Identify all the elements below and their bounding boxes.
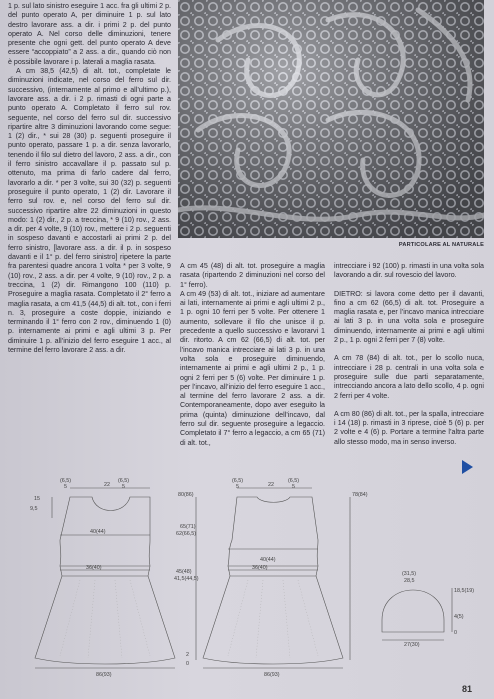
front-hem-width: 86(93) xyxy=(96,672,112,678)
paragraph: A cm 78 (84) di alt. tot., per lo scollo nuca, intrecciare i 28 p. centrali in una volta sola e proseguire sulle due parti separatamente, intrecciando ancora a lato dello scollo, 4 p. ogni 2 ferri per 4 volte. xyxy=(334,354,484,400)
back-height-2: 2 xyxy=(186,652,189,658)
back-top-mid-label: 22 xyxy=(268,482,274,488)
paragraph: A cm 80 (86) di alt. tot., per la spalla, intrecciare i 14 (18) p. rimasti in 3 riprese, cioè 5 (6) p. per 2 volte e 4 (6) p. Portare a termine l’altra parte allo stesso modo, ma in senso inverso. xyxy=(334,409,484,446)
paragraph: A cm 49 (53) di alt. tot., iniziare ad aumentare ai lati, internamente ai primi e agli ultimi 2 p., 1 p. ogni 10 ferri per 5 volte. Per ottenere 1 aumento, sollevare il filo che unisce il p. precedente a quello successivo e lavorarvi 1 dir. ritorto. A cm 62 (66,5) di alt. tot. per l’incavo manica intrecciare ai lati 3 p. in una volta sola e proseguire diminuendo, internamente ai primi e agli ultimi 2 p., 1 p. ogni 2 ferri per 5 (6) volte. Per diminuire 1 p. per l’incavo, all’inizio del ferro eseguire 1 acc., al termine del ferro lavorare 2 ass. a dir. Contemporaneamente, dopo aver eseguito la prima (quinta) diminuzione dell’incavo, dal ferro sul dir. seguente proseguire a legaccio. Completato il 7° ferro a legaccio, a cm 65 (71) di alt. tot., xyxy=(180,289,325,447)
back-dress-outline xyxy=(203,497,343,664)
cap-side-label-2: 4(5) xyxy=(454,614,464,620)
cap-side-label-3: 0 xyxy=(454,630,457,636)
back-height-6266: 62(66,5) xyxy=(176,531,197,537)
front-top-mid-label: 22 xyxy=(104,482,110,488)
back-total-height-left: 80(86) xyxy=(178,492,194,498)
front-height-95: 9,5 xyxy=(30,506,38,512)
cap-outline xyxy=(382,590,444,632)
pattern-diagrams xyxy=(0,470,494,699)
cap-top-label: (31,5) xyxy=(402,571,417,577)
paragraph: DIETRO: si lavora come detto per il davanti, fino a cm 62 (66,5) di alt. tot. Proseguire a maglia rasata e, per l’incavo manica intrecciare ai lati 3 p. in una volta sola e proseguire diminuendo, internamente ai primi e agli ultimi 2 p., 1 p. ogni 2 ferri per 7 (8) volte. xyxy=(334,289,484,345)
back-waist-width: 36(40) xyxy=(252,565,268,571)
photo-caption: PARTICOLARE AL NATURALE xyxy=(398,242,484,248)
instructions-right-column xyxy=(334,262,484,447)
front-top-right-label-2: 5 xyxy=(122,484,125,490)
lace-pattern-image xyxy=(178,0,484,238)
instructions-middle-column xyxy=(180,262,325,448)
page-number: 81 xyxy=(462,684,473,694)
paragraph: 1 p. sul lato sinistro eseguire 1 acc. fra gli ultimi 2 p. del punto operato A, per diminuire 1 p. sul lato destro lavorare ass. a dir. i primi 2 p. del punto operato A. Nel corso delle diminuzioni, tenere presente che ogni gett. del punto operato A deve essere “accoppiato” a 2 ass. a dir., quando ciò non è possibile lavorare i p. laterali a maglia rasata. xyxy=(8,2,171,66)
back-hem-width: 86(93) xyxy=(264,672,280,678)
instructions-left-column xyxy=(8,2,171,355)
cap-side-label: 18,5(19) xyxy=(454,588,475,594)
front-top-left-label: (6,5) xyxy=(60,478,72,484)
detail-photo xyxy=(178,0,484,238)
front-waist-width: 36(40) xyxy=(86,565,102,571)
front-chest-width: 40(44) xyxy=(90,529,106,535)
front-top-left-label-2: 5 xyxy=(64,484,67,490)
front-top-right-label: (6,5) xyxy=(118,478,130,484)
back-top-right-label: (6,5) xyxy=(288,478,300,484)
back-top-left-label: (6,5) xyxy=(232,478,244,484)
front-dress-outline xyxy=(35,497,175,664)
back-height-4548: 45(48) xyxy=(176,569,192,575)
paragraph: A cm 45 (48) di alt. tot. proseguire a maglia rasata (ripartendo 2 diminuzioni nel corso del 1° ferro). xyxy=(180,262,325,289)
paragraph: intrecciare i 92 (100) p. rimasti in una volta sola lavorando a dir. sul rovescio del lavoro. xyxy=(334,262,484,280)
back-chest-width: 40(44) xyxy=(260,557,276,563)
back-top-left-label-2: 5 xyxy=(236,484,239,490)
back-height-4144: 41,5(44,5) xyxy=(174,576,199,582)
back-height-6571: 65(71) xyxy=(180,524,196,530)
cap-bottom-label: 27(30) xyxy=(404,642,420,648)
back-top-right-label-2: 5 xyxy=(292,484,295,490)
cap-top-label-2: 28,5 xyxy=(404,578,415,584)
back-total-height-right: 78(84) xyxy=(352,492,368,498)
paragraph: A cm 38,5 (42,5) di alt. tot., completate le diminuzioni indicate, nel corso del ferro sul dir. successivo, (internamente al primo e all’ultimo p.), lavorare ass. a dir. i 2 p. rimasti di ogni parte a punto operato A. Completato il ferro sul rov. seguente, nel corso del ferro sul dir. successivo ripartire altre 3 diminuzioni lavorando come segue: 1 (2) dir., * sui 28 (30) p. seguenti proseguire il punto operato, passare 1 p. a dir. senza lavorarlo, tenendo il filo sul dietro del lavoro, 2 ass. a dir., con il ferro sinistro accavallare il p. passato sul p. ottenuto, ma prima di farlo cadere dal ferro, lavorarlo a dir. * per 3 volte, sui 30 (32) p. seguenti proseguire il punto operato, 1 (2) dir. Lavorare il ferro sul rov. e, nel corso del ferro sul dir. successivo ripartire altre 22 diminuzioni in questo modo: 1 (2) dir., 2 p. a treccina, * 9 (10) rov., 2 ass. a dir. per 4 volte, 9 (10) rov., mettere i 2 p. seguenti in sospeso davanti e accostarli ai primi 2 p. del ferro sinistro, [lavorare ass. a dir. il p. in sospeso davanti e il 1° p. del ferro sinistro] ripetere la parte fra parentesi quadre ancora 1 volta * per 3 volte, 9 (10) rov., 2 ass. a dir. per 4 volte, 9 (10) rov., 2 p. a treccina, 1 (2) dir. Rimangono 100 (110) p. Proseguire a maglia rasata. Completato il 2° ferro a maglia rasata, a cm 41,5 (44,5) di alt. tot., con i ferri n. 3, proseguire a coste doppie, iniziando e terminando il 1° ferro con 2 rov., diminuendo 1 (0) p. internamente ai primi e agli ultimi 3 p. Per diminuire 1 p. all’inizio del ferro eseguire 1 acc., al termine del ferro lavorare 2 ass. a dir. xyxy=(8,67,171,354)
back-height-0: 0 xyxy=(186,661,189,667)
front-height-15: 15 xyxy=(34,496,40,502)
